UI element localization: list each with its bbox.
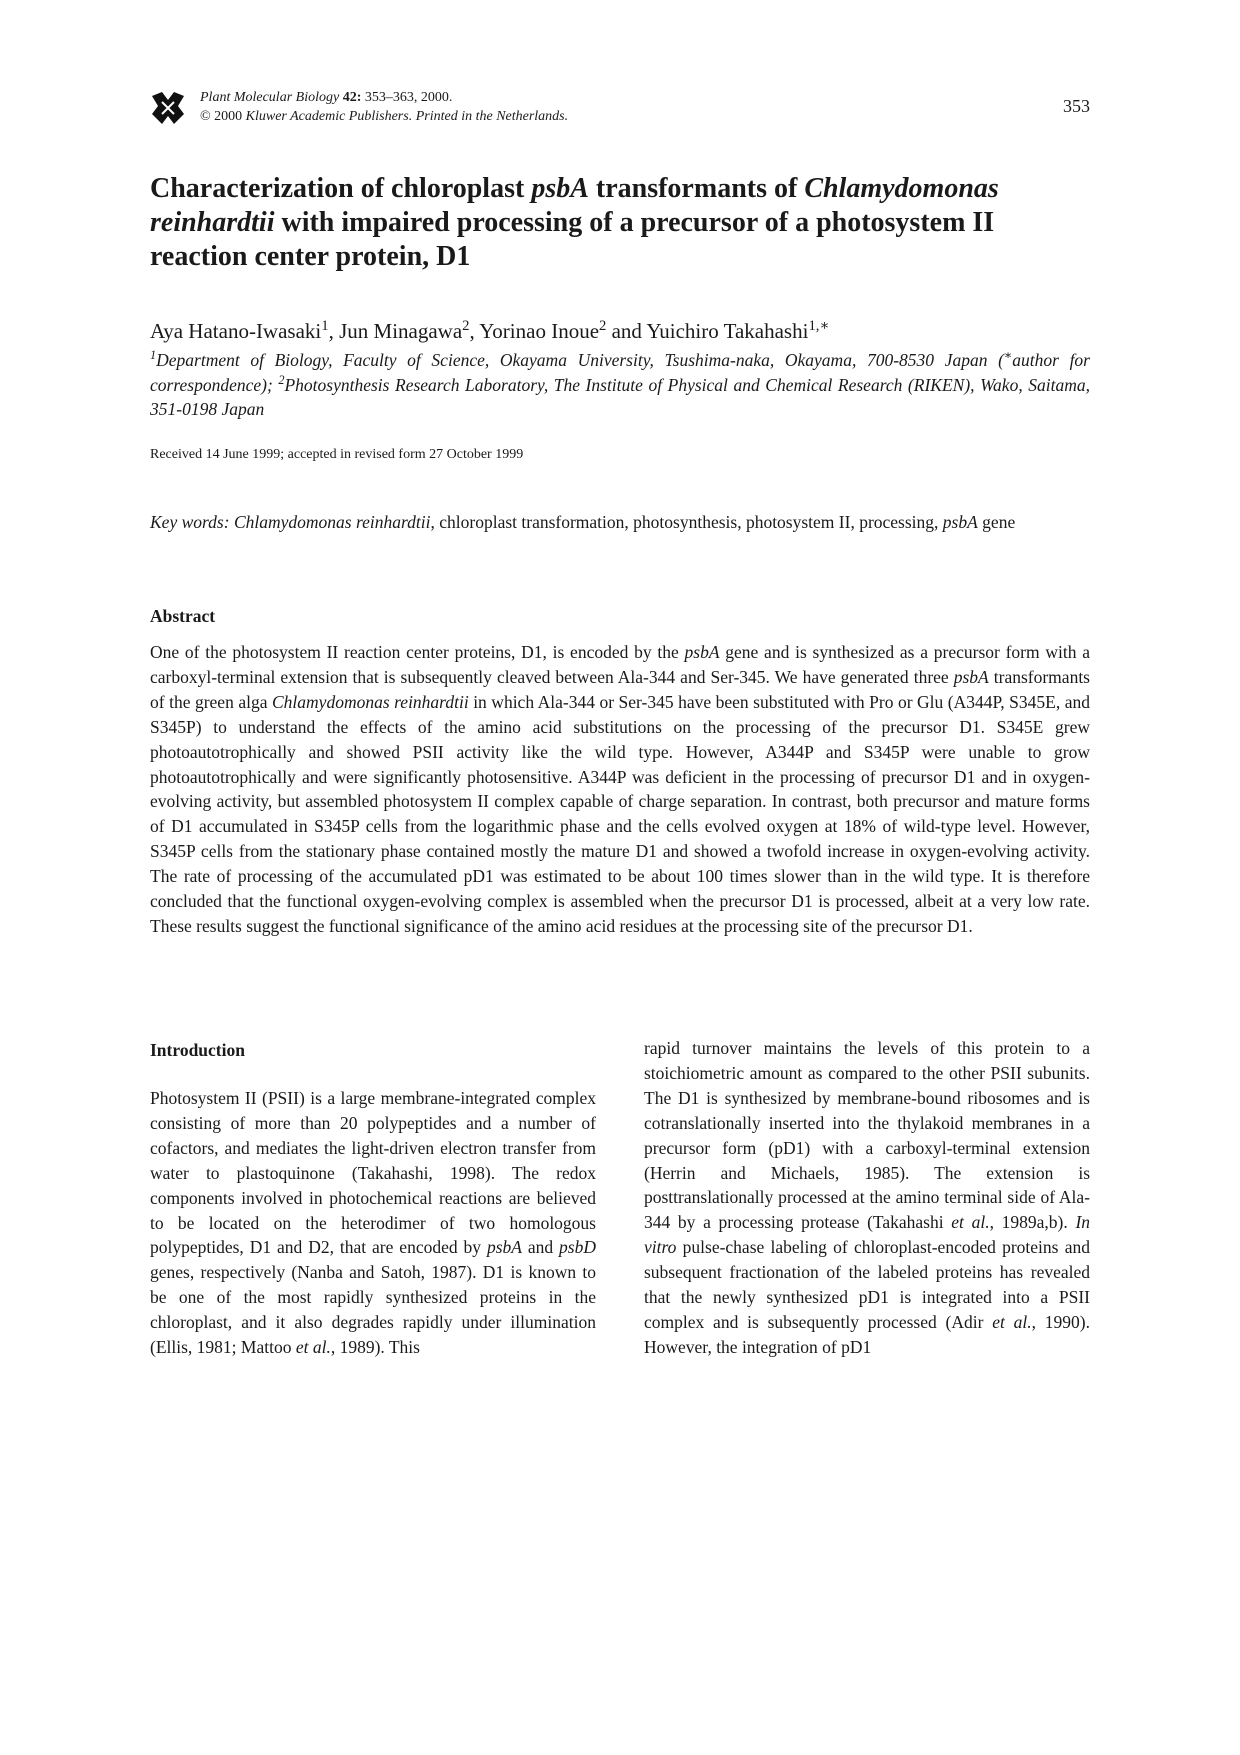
affil-text: Photosynthesis Research Laboratory, The Institute of Physical and Chemical Research (RIKEN), Wako, Saitama, 351-0198 Japan xyxy=(150,374,1090,419)
intro-text: , 1989). This xyxy=(330,1337,420,1358)
publisher: Kluwer Academic Publishers. xyxy=(245,109,413,124)
publisher-logo-icon xyxy=(150,88,186,128)
title-gene: psbA xyxy=(531,173,589,204)
abstract-heading: Abstract xyxy=(150,606,216,626)
affil-mark: 2 xyxy=(278,372,285,387)
journal-citation xyxy=(200,88,568,126)
page-number: 353 xyxy=(1063,96,1090,116)
abstract-species: Chlamydomonas reinhardtii xyxy=(272,691,469,712)
keyword-gene: psbA xyxy=(942,512,978,532)
abstract-text: transformants of the green alga xyxy=(150,666,1090,712)
intro-text: , 1989a,b). xyxy=(989,1212,1076,1233)
journal-line-2 xyxy=(200,107,568,126)
author-affil-mark: 1 xyxy=(321,318,329,334)
intro-etal: et al. xyxy=(295,1337,331,1358)
printed-in: Printed in the Netherlands. xyxy=(415,109,569,124)
author-affil-mark: 1,∗ xyxy=(808,318,830,334)
title-text: with impaired processing of a precursor of a photosystem II reaction center protein, D1 xyxy=(150,207,995,272)
author-name: Aya Hatano-Iwasaki xyxy=(150,319,322,343)
journal-pages-year: 353–363, 2000. xyxy=(364,90,453,105)
affil-text: author for correspondence); xyxy=(150,350,1090,395)
introduction-right-column xyxy=(644,1036,1090,1360)
title-species: Chlamydomonas reinhardtii xyxy=(150,173,999,238)
abstract-text: One of the photosystem II reaction center proteins, D1, is encoded by the xyxy=(150,642,685,662)
abstract-gene: psbA xyxy=(953,666,989,687)
author-name: , Yorinao Inoue xyxy=(469,319,600,343)
author-name: and Yuichiro Takahashi xyxy=(606,319,809,343)
paper-title xyxy=(150,172,1090,274)
author-name: , Jun Minagawa xyxy=(328,319,463,343)
affiliations xyxy=(150,348,1090,422)
keywords xyxy=(150,510,1090,535)
keywords-label: Key words: xyxy=(150,512,230,532)
author-affil-mark: 2 xyxy=(599,318,607,334)
copyright: © 2000 xyxy=(200,109,243,124)
intro-etal: et al. xyxy=(992,1311,1032,1332)
abstract-text: gene and is synthesized as a precursor form with a carboxyl-terminal extension that is subsequently cleaved between Ala-344 and Ser-345. We have generated three xyxy=(150,642,1090,687)
intro-etal: et al. xyxy=(951,1212,990,1233)
received-dates: Received 14 June 1999; accepted in revised form 27 October 1999 xyxy=(150,447,524,462)
affil-mark: 1 xyxy=(150,348,157,363)
title-text: Characterization of chloroplast xyxy=(150,173,532,204)
keyword-list: , chloroplast transformation, photosynthesis, photosystem II, processing, xyxy=(430,512,943,532)
introduction-heading: Introduction xyxy=(150,1040,245,1060)
intro-text: , 1990). However, the integration of pD1 xyxy=(644,1311,1090,1357)
affil-text: Department of Biology, Faculty of Science, Okayama University, Tsushima-naka, Okayama, 700-8530 Japan ( xyxy=(156,350,1004,370)
title-text: transformants of xyxy=(588,173,805,204)
journal-volume: 42: xyxy=(342,90,362,105)
affil-mark: ∗ xyxy=(1003,348,1013,363)
abstract-gene: psbA xyxy=(684,642,720,662)
intro-text: genes, respectively (Nanba and Satoh, 1987). D1 is known to be one of the most rapidly synthesized proteins in the chloroplast, and it also degrades rapidly under illumination (Ellis, 1981; Mattoo xyxy=(150,1262,596,1358)
intro-gene: psbD xyxy=(559,1237,596,1258)
keyword-tail: gene xyxy=(977,512,1016,532)
intro-text: and xyxy=(521,1237,560,1258)
intro-in-vitro: In vitro xyxy=(644,1212,1091,1258)
author-list xyxy=(150,318,1090,344)
keyword-species: Chlamydomonas reinhardtii xyxy=(233,512,431,532)
journal-name: Plant Molecular Biology xyxy=(200,90,340,105)
author-affil-mark: 2 xyxy=(462,318,470,334)
abstract-body xyxy=(150,640,1090,939)
intro-text: Photosystem II (PSII) is a large membrane-integrated complex consisting of more than 20 polypeptides and a number of cofactors, and mediates the light-driven electron transfer from water to plastoquinone (Takahashi, 1998). The redox components involved in photochemical reactions are believed to be located on the heterodimer of two homologous polypeptides, D1 and D2, that are encoded by xyxy=(150,1088,596,1258)
intro-text: pulse-chase labeling of chloroplast-encoded proteins and subsequent fractionation of the labeled proteins has revealed that the newly synthesized pD1 is integrated into a PSII complex and is subsequently processed (Adir xyxy=(644,1237,1090,1332)
intro-gene: psbA xyxy=(486,1237,522,1258)
journal-line-1 xyxy=(200,88,568,107)
introduction-left-column xyxy=(150,1086,596,1360)
abstract-text: in which Ala-344 or Ser-345 have been substituted with Pro or Glu (A344P, S345E, and S345P) to understand the effects of the amino acid substitutions on the processing of the precursor D1. S345E grew photoautotrophically and showed PSII activity like the wild type. However, A344P and S345P were unable to grow photoautotrophically and were significantly photosensitive. A344P was deficient in the processing of precursor D1 and in oxygen-evolving activity, but assembled photosystem II complex capable of charge separation. In contrast, both precursor and mature forms of D1 accumulated in S345P cells from the logarithmic phase and the cells evolved oxygen at 18% of wild-type level. However, S345P cells from the stationary phase contained mostly the mature D1 and showed a twofold increase in oxygen-evolving activity. The rate of processing of the accumulated pD1 was estimated to be about 100 times slower than in the wild type. It is therefore concluded that the functional oxygen-evolving complex is assembled when the precursor D1 is processed, albeit at a very low rate. These results suggest the functional significance of the amino acid residues at the processing site of the precursor D1. xyxy=(150,691,1091,936)
intro-text: rapid turnover maintains the levels of this protein to a stoichiometric amount as compared to the other PSII subunits. The D1 is synthesized by membrane-bound ribosomes and is cotranslationally inserted into the thylakoid membranes in a precursor form (pD1) with a carboxyl-terminal extension (Herrin and Michaels, 1985). The extension is posttranslationally processed at the amino terminal side of Ala-344 by a processing protease (Takahashi xyxy=(644,1038,1090,1233)
